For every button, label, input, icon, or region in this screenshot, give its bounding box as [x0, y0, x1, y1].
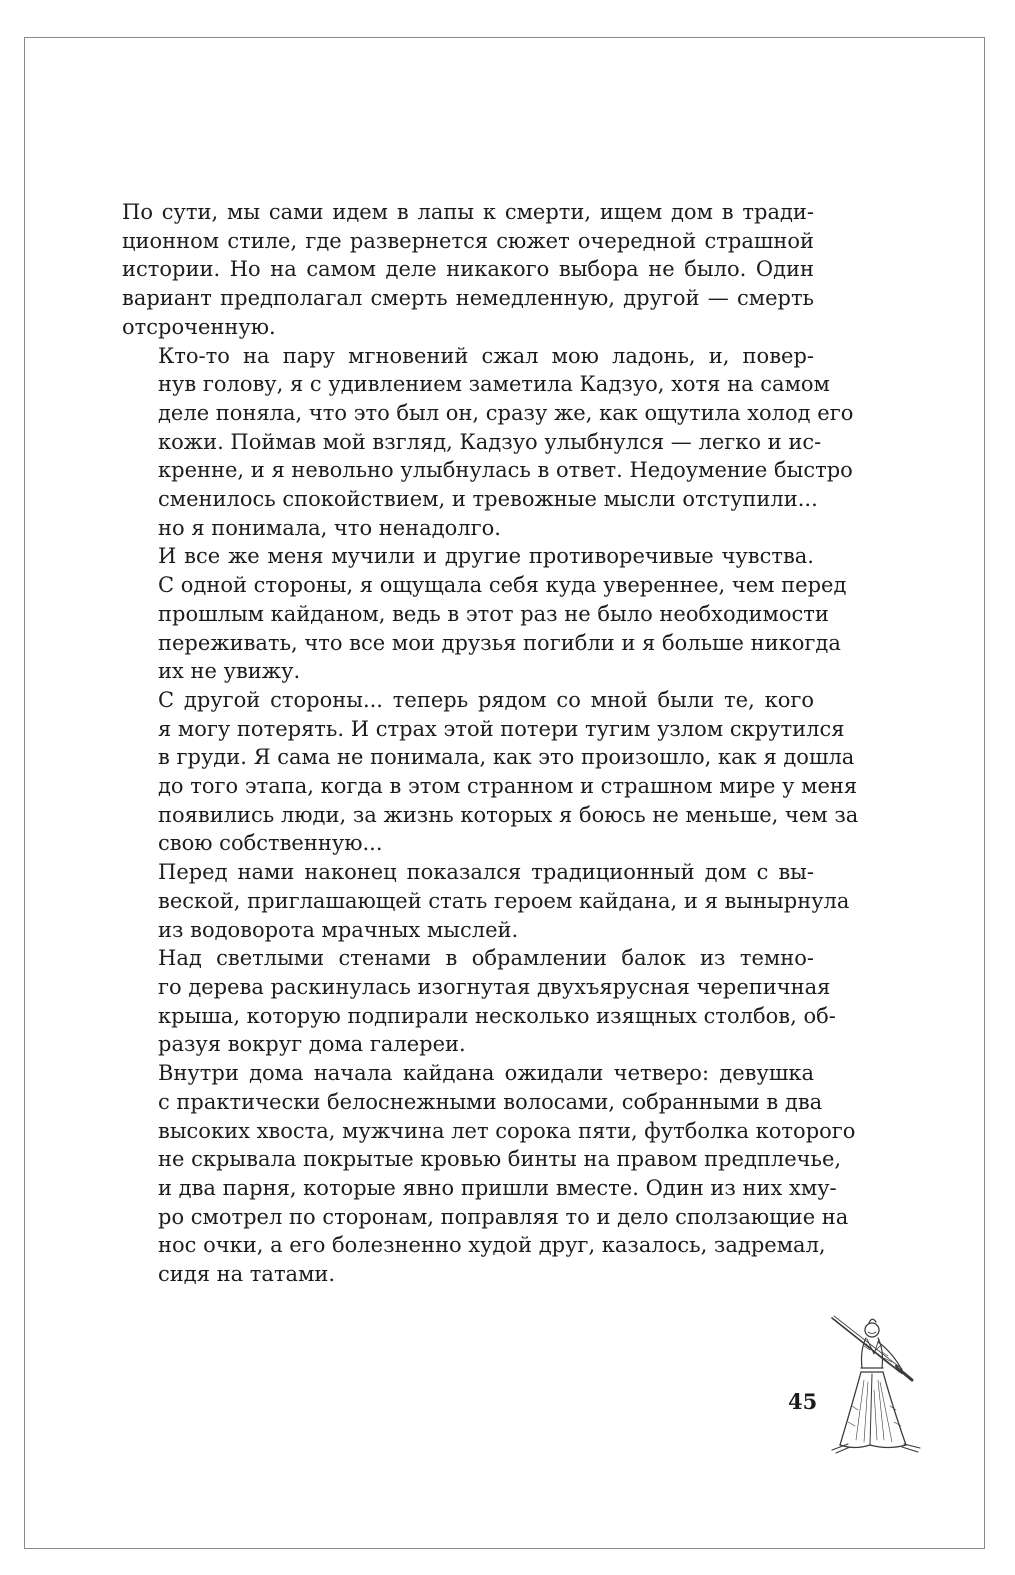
text-line: Внутри дома начала кайдана ожидали четверо: девушка [158, 1061, 814, 1086]
text-line: Над светлыми стенами в обрамлении балок из темно- [158, 946, 814, 971]
text-line: вариант предполагал смерть немедленную, другой — смерть [122, 286, 814, 311]
paragraph [122, 944, 836, 1059]
text-line: истории. Но на самом деле никакого выбора не было. Один [122, 257, 814, 282]
text-line: нос очки, а его болезненно худой друг, казалось, задремал, [158, 1233, 826, 1258]
text-line: деле поняла, что это был он, сразу же, как ощутила холод его [158, 400, 854, 425]
text-line: ро смотрел по сторонам, поправляя то и дело сползающие на [158, 1204, 849, 1229]
text-line: разуя вокруг дома галереи. [158, 1032, 466, 1057]
text-line: нув голову, я с удивлением заметила Кадзуо, хотя на самом [158, 372, 830, 397]
paragraph [122, 542, 847, 686]
text-line: высоких хвоста, мужчина лет сорока пяти, футболка которого [158, 1118, 856, 1143]
paragraph [122, 858, 850, 944]
text-line: и два парня, которые явно пришли вместе. Один из них хму- [158, 1175, 837, 1200]
text-line: С одной стороны, я ощущала себя куда увереннее, чем перед [158, 573, 847, 598]
text-line: кренне, и я невольно улыбнулась в ответ. Недоумение быстро [158, 458, 853, 483]
text-line: И все же меня мучили и другие противоречивые чувства. [158, 544, 814, 569]
text-line: го дерева раскинулась изогнутая двухъярусная черепичная [158, 974, 831, 999]
text-line: С другой стороны... теперь рядом со мной были те, кого [158, 687, 814, 712]
text-line: сменилось спокойствием, и тревожные мысли отступили... [158, 487, 818, 512]
text-line: веской, приглашающей стать героем кайдана, и я вынырнула [158, 888, 850, 913]
text-line: свою собственную... [158, 831, 383, 856]
samurai-swordsman-sketch-icon [822, 1310, 932, 1460]
text-line: сидя на татами. [158, 1262, 336, 1287]
text-line: но я понимала, что ненадолго. [158, 515, 501, 540]
page-number: 45 [788, 1389, 818, 1414]
text-line: отсроченную. [122, 314, 276, 339]
text-line: крыша, которую подпирали несколько изящных столбов, об- [158, 1003, 836, 1028]
text-line: с практически белоснежными волосами, собранными в два [158, 1089, 823, 1114]
paragraph [122, 342, 854, 543]
text-line: появились люди, за жизнь которых я боюсь не меньше, чем за [158, 802, 859, 827]
text-line: до того этапа, когда в этом странном и страшном мире у меня [158, 774, 858, 799]
text-line: Перед нами наконец показался традиционный дом с вы- [158, 860, 814, 885]
text-line: прошлым кайданом, ведь в этот раз не было необходимости [158, 601, 829, 626]
text-line: кожи. Поймав мой взгляд, Кадзуо улыбнулся — легко и ис- [158, 429, 822, 454]
text-line: По сути, мы сами идем в лапы к смерти, ищем дом в тради- [122, 200, 814, 224]
text-line: не скрывала покрытые кровью бинты на правом предплечье, [158, 1147, 842, 1172]
text-line: ционном стиле, где развернется сюжет очередной страшной [122, 228, 814, 253]
paragraph [122, 686, 859, 858]
text-line: из водоворота мрачных мыслей. [158, 917, 519, 942]
text-line: в груди. Я сама не понимала, как это произошло, как я дошла [158, 745, 855, 770]
text-line: Кто-то на пару мгновений сжал мою ладонь, и, повер- [158, 343, 814, 368]
paragraph [122, 198, 814, 342]
text-line: переживать, что все мои друзья погибли и я больше никогда [158, 630, 841, 655]
text-line: их не увижу. [158, 659, 301, 684]
body-text [122, 198, 859, 1289]
paragraph [122, 1059, 856, 1289]
text-line: я могу потерять. И страх этой потери тугим узлом скрутился [158, 716, 845, 741]
